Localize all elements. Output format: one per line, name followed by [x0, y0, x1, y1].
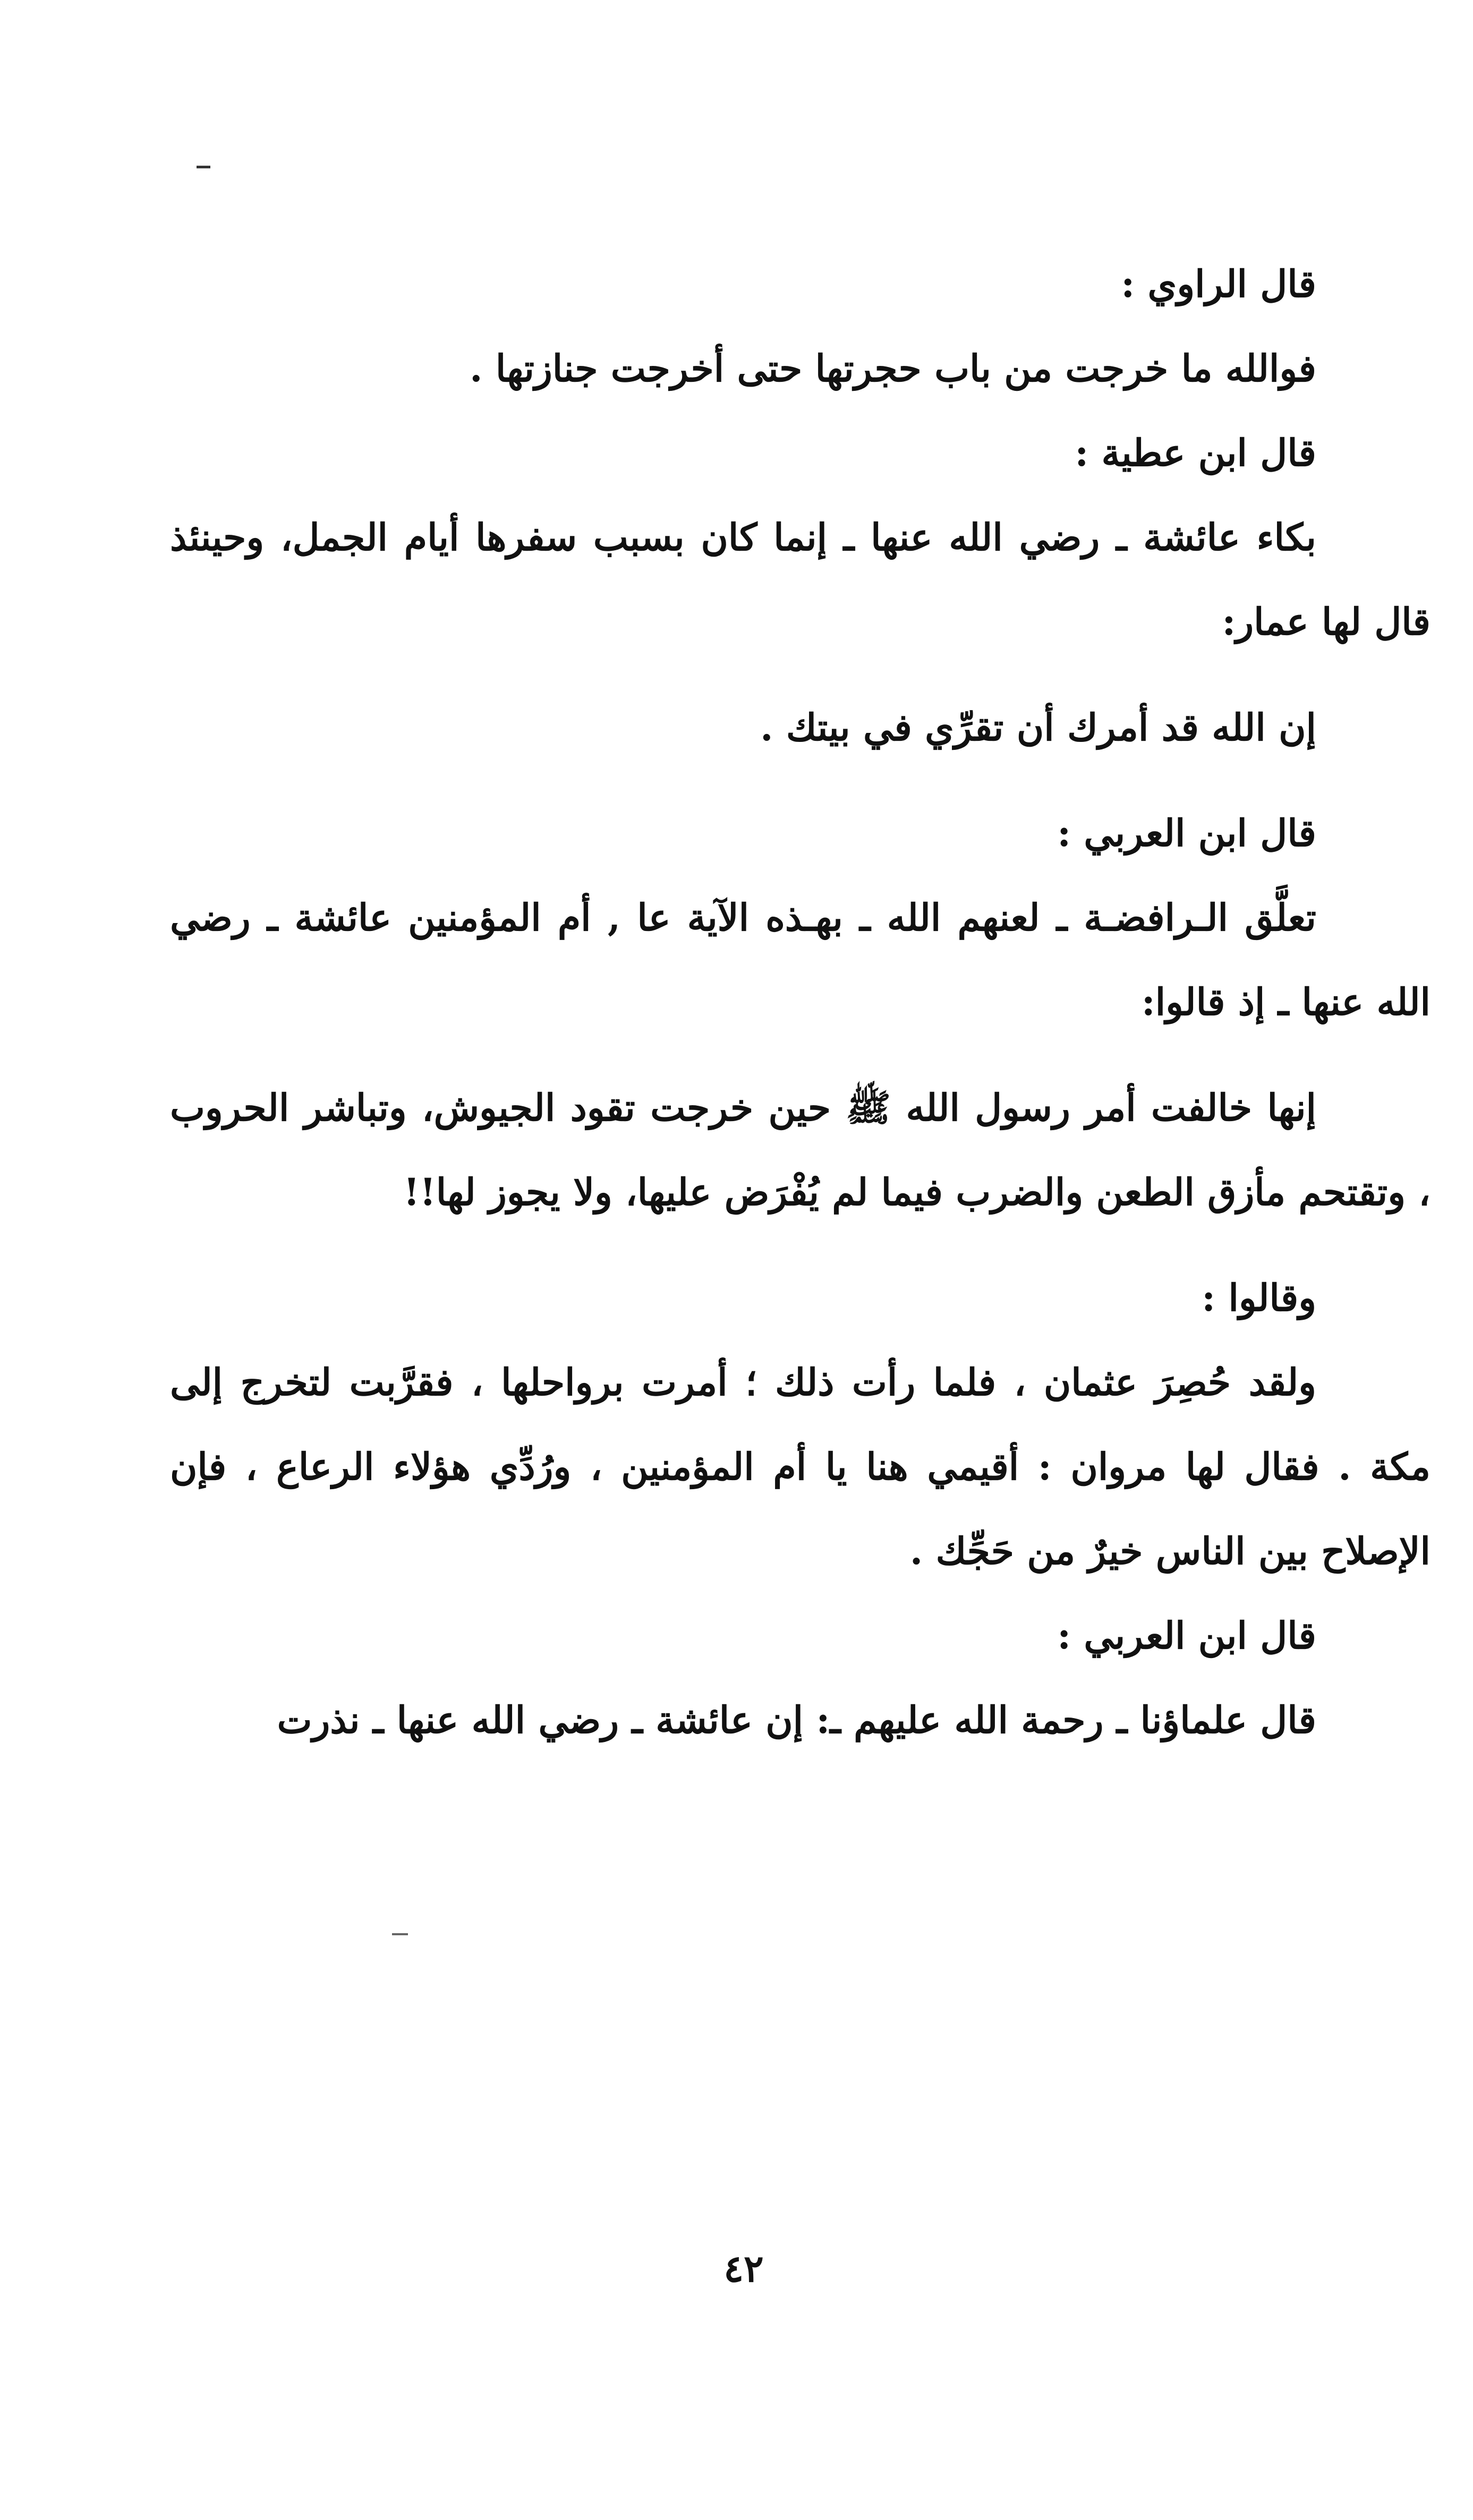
- scan-mark: [392, 1933, 408, 1935]
- heading-ibn-arabi: قال ابن العربي :: [1057, 1613, 1316, 1658]
- heading-ibn-atiyya: قال ابن عطية :: [1075, 431, 1316, 475]
- body-text: [170, 242, 1431, 1762]
- paragraph: قال علماؤنا ـ رحمة الله عليهم ـ: إن عائشة ـ رضي الله عنها ـ نذرت: [277, 1698, 1316, 1742]
- paragraph: تعلَّق الـرافضـة ـ لعنهم الله ـ بهـذه الآية عا , أم المؤمنين عائشة ـ رضي الله عنها ـ إذ قالوا:: [170, 895, 1431, 1024]
- paragraph: إنها خالفت أمر رسول الله ﷺ حين خرجت تقود الجيوش، وتباشر الحروب ، وتقتحم مأزق الطعن والضرب فيما لم يُفْرَض عليها، ولا يجوز لها!!: [170, 1086, 1431, 1214]
- paragraph: فوالله ما خرجت من باب حجرتها حتى أخرجت جنازتها .: [470, 346, 1316, 390]
- scan-mark: [197, 166, 210, 168]
- paragraph: إن الله قد أمرك أن تقرِّي في بيتك .: [760, 705, 1316, 749]
- paragraph: ولقد حُصِرَ عثمان ، فلما رأت ذلك ؛ أمرت برواحلها ، فقرَّبت لتخرج إلى مكة . فقال لها مروان : أقيمي هنا يا أم المؤمنين ، ورُدِّي هؤلاء الرعاع ، فإن الإصلاح بين الناس خيرٌ من حَجِّك .: [170, 1360, 1431, 1573]
- heading-ibn-arabi: قال ابن العربي :: [1057, 811, 1316, 855]
- heading-they-said: وقالوا :: [1202, 1276, 1316, 1320]
- heading-narrator: قال الراوي :: [1121, 262, 1316, 306]
- page-number: ٤٢: [723, 2246, 764, 2291]
- paragraph: بكاء عائشة ـ رضي الله عنها ـ إنما كان بسبب سفرها أيام الجمل، وحينئذ قال لها عمار:: [170, 515, 1431, 644]
